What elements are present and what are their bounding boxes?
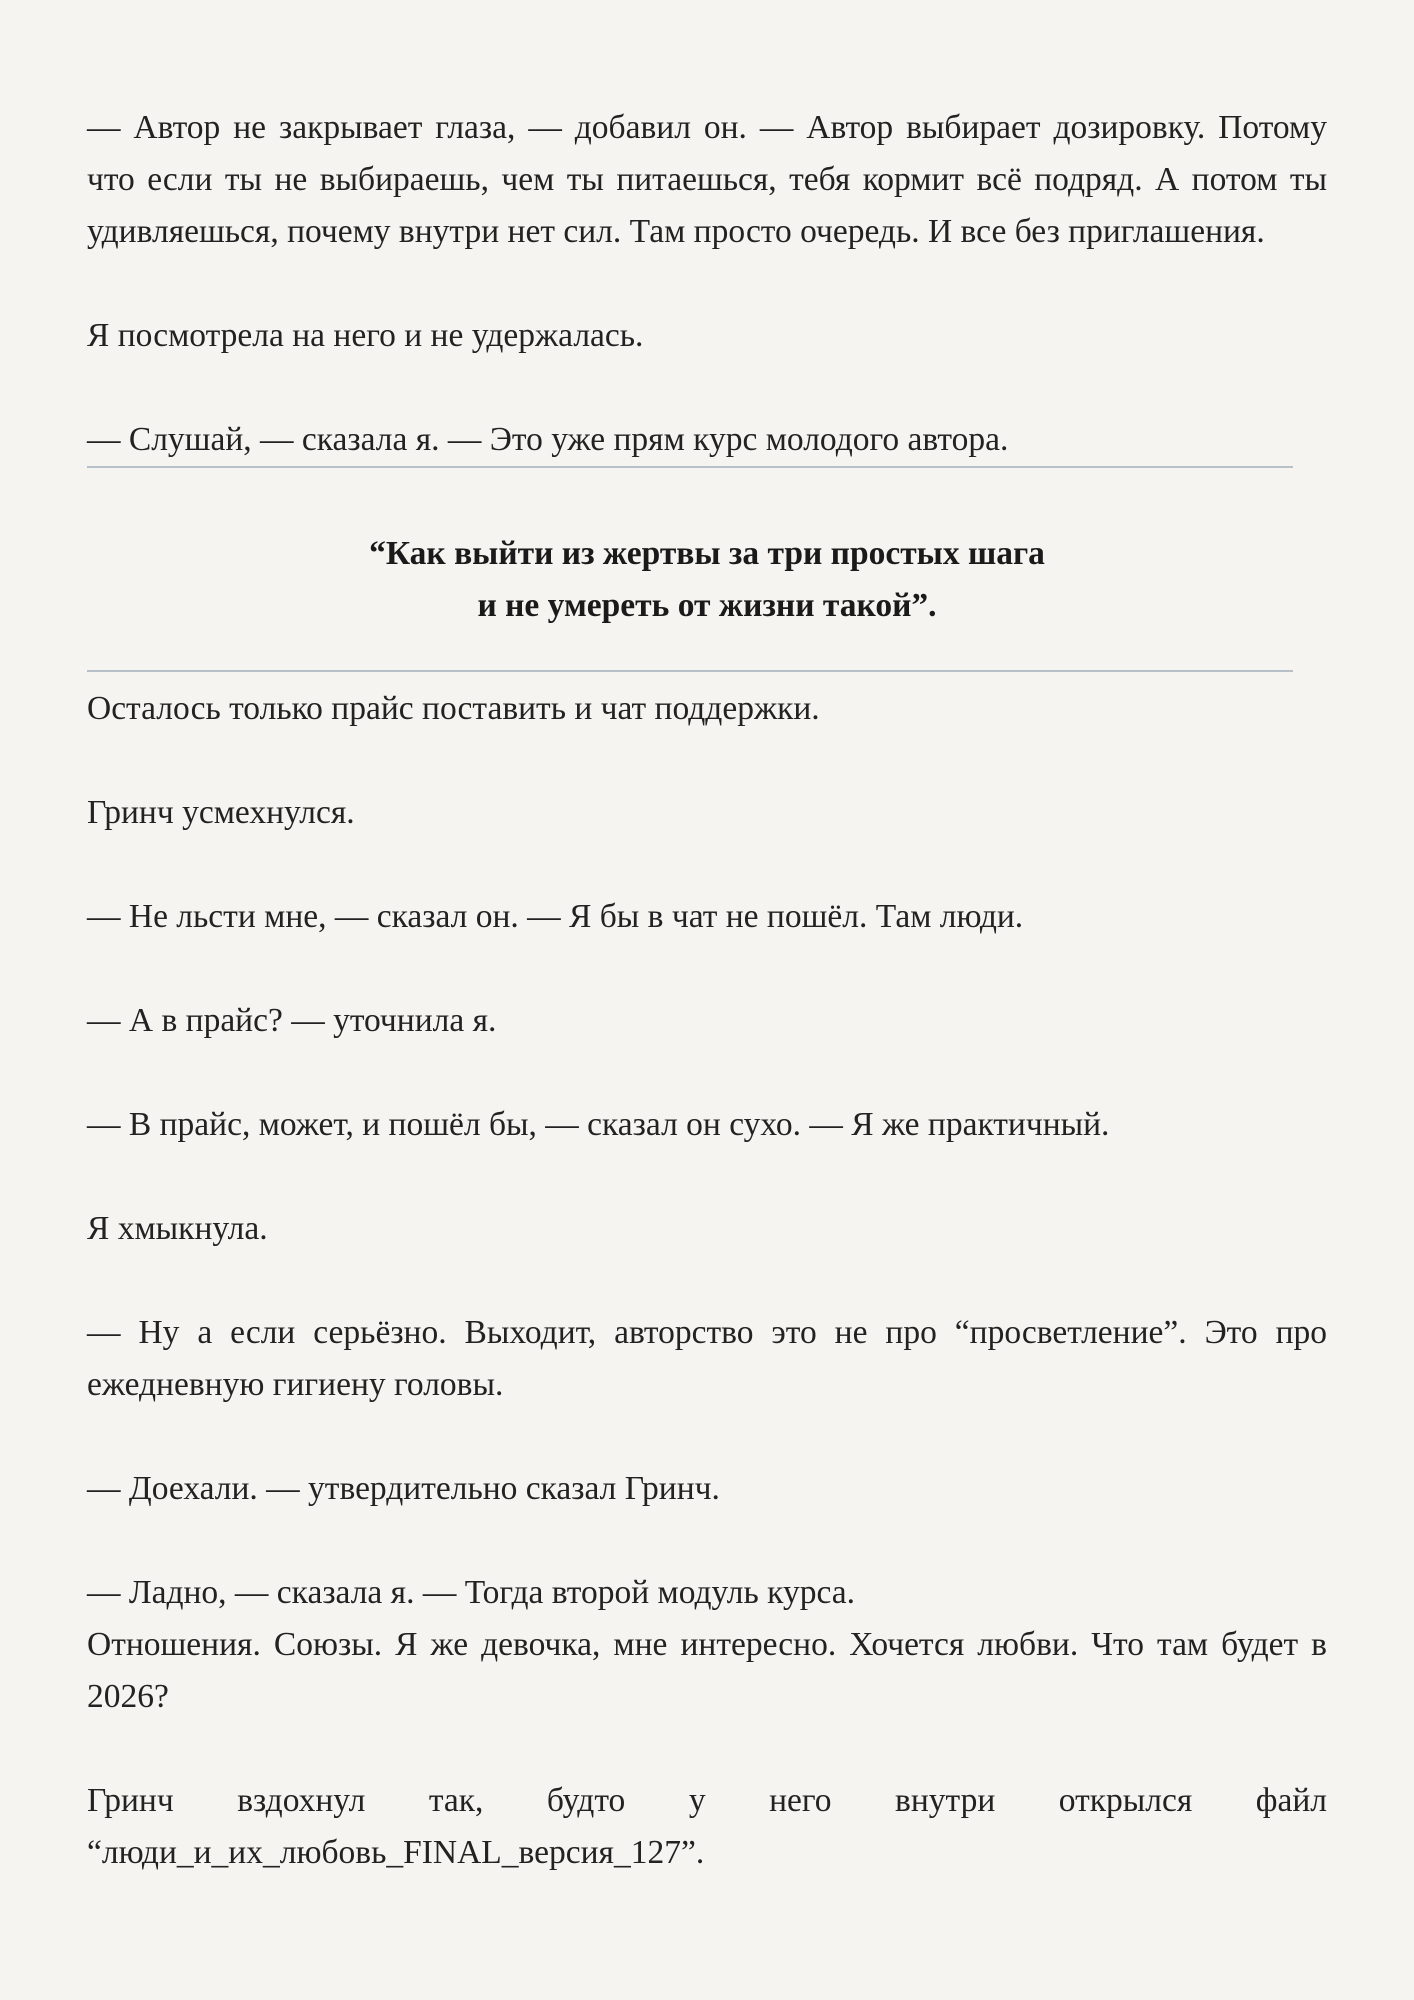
- paragraph-dont-flatter: — Не льсти мне, — сказал он. — Я бы в чат не пошёл. Там люди.: [87, 898, 1024, 935]
- paragraph-gap: [87, 839, 1327, 891]
- paragraph-practical: — В прайс, может, и пошёл бы, — сказал он сухо. — Я же практичный.: [87, 1106, 1110, 1143]
- paragraph-gap: [87, 1255, 1327, 1307]
- paragraph-gap: [87, 1515, 1327, 1567]
- paragraph-and-price: — А в прайс? — уточнила я.: [87, 1002, 497, 1039]
- paragraph-price-support: Осталось только прайс поставить и чат поддержки.: [87, 690, 820, 727]
- paragraph-seriously: — Ну а если серьёзно. Выходит, авторство это не про “просветление”. Это про ежедневную гигиену головы.: [87, 1314, 1327, 1403]
- paragraph-course-remark: — Слушай, — сказала я. — Это уже прям курс молодого автора.: [87, 421, 1009, 458]
- paragraph-gap: [87, 735, 1327, 787]
- paragraph-grinch-smirked: Гринч усмехнулся.: [87, 794, 355, 831]
- paragraph-arrived: — Доехали. — утвердительно сказал Гринч.: [87, 1470, 720, 1507]
- quote-block: [87, 468, 1327, 670]
- paragraph-gap: [87, 1047, 1327, 1099]
- document-page: [87, 102, 1327, 1879]
- divider-bottom: [87, 670, 1293, 672]
- paragraph-grinch-sighed: Гринч вздохнул так, будто у него внутри открылся файл: [87, 1782, 1327, 1819]
- paragraph-looked-at-him: Я посмотрела на него и не удержалась.: [87, 317, 644, 354]
- paragraph-i-snorted: Я хмыкнула.: [87, 1210, 268, 1247]
- paragraph-gap: [87, 1411, 1327, 1463]
- paragraph-relationships: Отношения. Союзы. Я же девочка, мне интересно. Хочется любви. Что там будет в 2026?: [87, 1626, 1327, 1715]
- paragraph-second-module: — Ладно, — сказала я. — Тогда второй модуль курса.: [87, 1574, 855, 1611]
- paragraph-gap: [87, 1723, 1327, 1775]
- paragraph-gap: [87, 1151, 1327, 1203]
- paragraph-author-dosage: — Автор не закрывает глаза, — добавил он. — Автор выбирает дозировку. Потому что если ты не выбираешь, чем ты питаешься, тебя кормит всё подряд. А потом ты удивляешься, почему внутри нет сил. Там просто очередь. И все без приглашения.: [87, 109, 1327, 250]
- paragraph-gap: [87, 943, 1327, 995]
- paragraph-gap: [87, 362, 1327, 414]
- paragraph-gap: [87, 258, 1327, 310]
- quote-line-1: “Как выйти из жертвы за три простых шага: [369, 535, 1045, 572]
- quote-line-2: и не умереть от жизни такой”.: [477, 587, 937, 624]
- paragraph-file-name: “люди_и_их_любовь_FINAL_версия_127”.: [87, 1834, 705, 1871]
